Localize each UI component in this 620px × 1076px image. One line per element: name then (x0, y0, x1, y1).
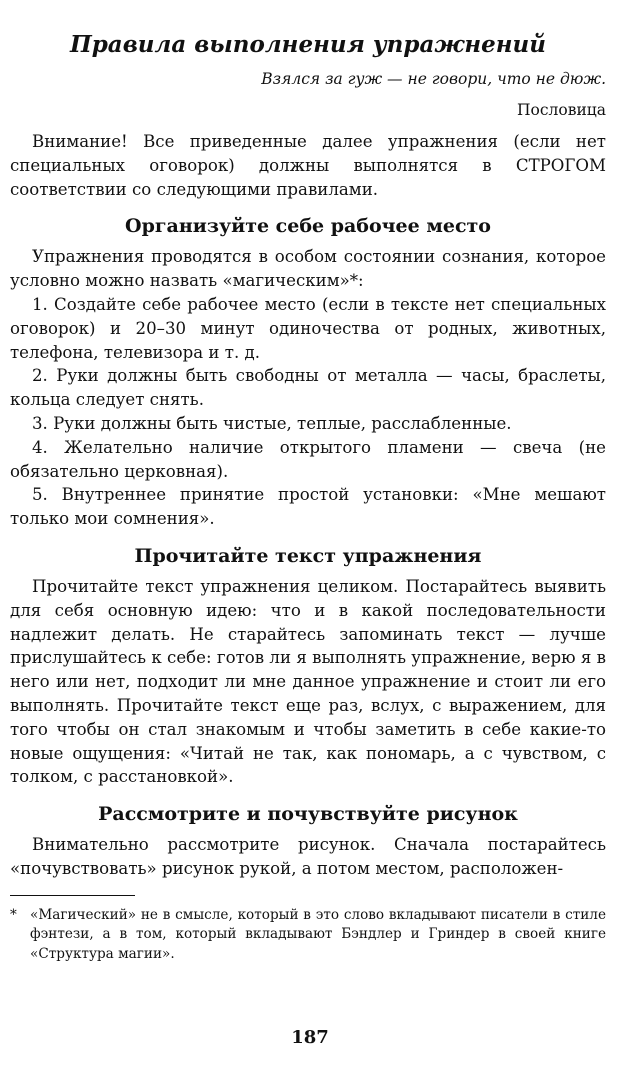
epigraph-text: Взялся за гуж — не говори, что не дюж. (261, 70, 606, 88)
section-heading-picture: Рассмотрите и почувствуйте рисунок (98, 803, 518, 826)
rule-item-4: 4. Желательно наличие открытого пламени — свеча (не обязательно церковная). (10, 437, 606, 481)
section-heading-workplace: Организуйте себе рабочее место (125, 215, 491, 238)
section-heading-read-text: Прочитайте текст упражнения (134, 544, 482, 567)
rule-item-5: 5. Внутреннее принятие простой установки: «Мне мешают только мои сомнения». (10, 485, 606, 529)
paragraph: Упражнения проводятся в особом состоянии сознания, которое условно можно назвать «магическим»*: (10, 247, 606, 291)
rule-item-2: 2. Руки должны быть свободны от металла — часы, браслеты, кольца следует снять. (10, 366, 606, 410)
footnote-mark: * (10, 906, 17, 923)
paragraph: Внимательно рассмотрите рисунок. Сначала постарайтесь «почувствовать» рисунок рукой, а потом местом, расположен- (10, 835, 606, 878)
footnote (10, 906, 606, 965)
epigraph-source: Пословица (517, 101, 606, 119)
rule-item-3: 3. Руки должны быть чистые, теплые, расслабленные. (32, 413, 512, 433)
page-title: Правила выполнения упражнений (69, 31, 546, 58)
footnote-divider (10, 895, 135, 896)
paragraph: Прочитайте текст упражнения целиком. Постарайтесь выявить для себя основную идею: что и в какой последовательности надлежит делать. Не старайтесь запоминать текст — лучше прислушайтесь к себе: готов ли я выполнять упражнение, верю я в него или нет, подходит ли мне данное упражнение и стоит ли его выполнять. Прочитайте текст еще раз, вслух, с выражением, для того чтобы он стал знакомым и чтобы заметить в себе какие-то новые ощущения: «Читай не так, как пономарь, а с чувством, с толком, с расстановкой». (10, 576, 606, 787)
page-number: 187 (291, 1027, 329, 1048)
rule-item-1: 1. Создайте себе рабочее место (если в тексте нет специальных оговорок) и 20–30 минут одиночества от родных, животных, телефона, телевизора и т. д. (10, 294, 606, 362)
footnote-text: «Магический» не в смысле, который в это слово вкладывают писатели в стиле фэнтези, а в том, который вкладывают Бэндлер и Гриндер в своей книге «Структура магии». (30, 906, 606, 962)
intro-paragraph: Внимание! Все приведенные далее упражнения (если нет специальных оговорок) должны выполнятся в СТРОГОМ соответствии со следующими правилами. (10, 132, 606, 199)
